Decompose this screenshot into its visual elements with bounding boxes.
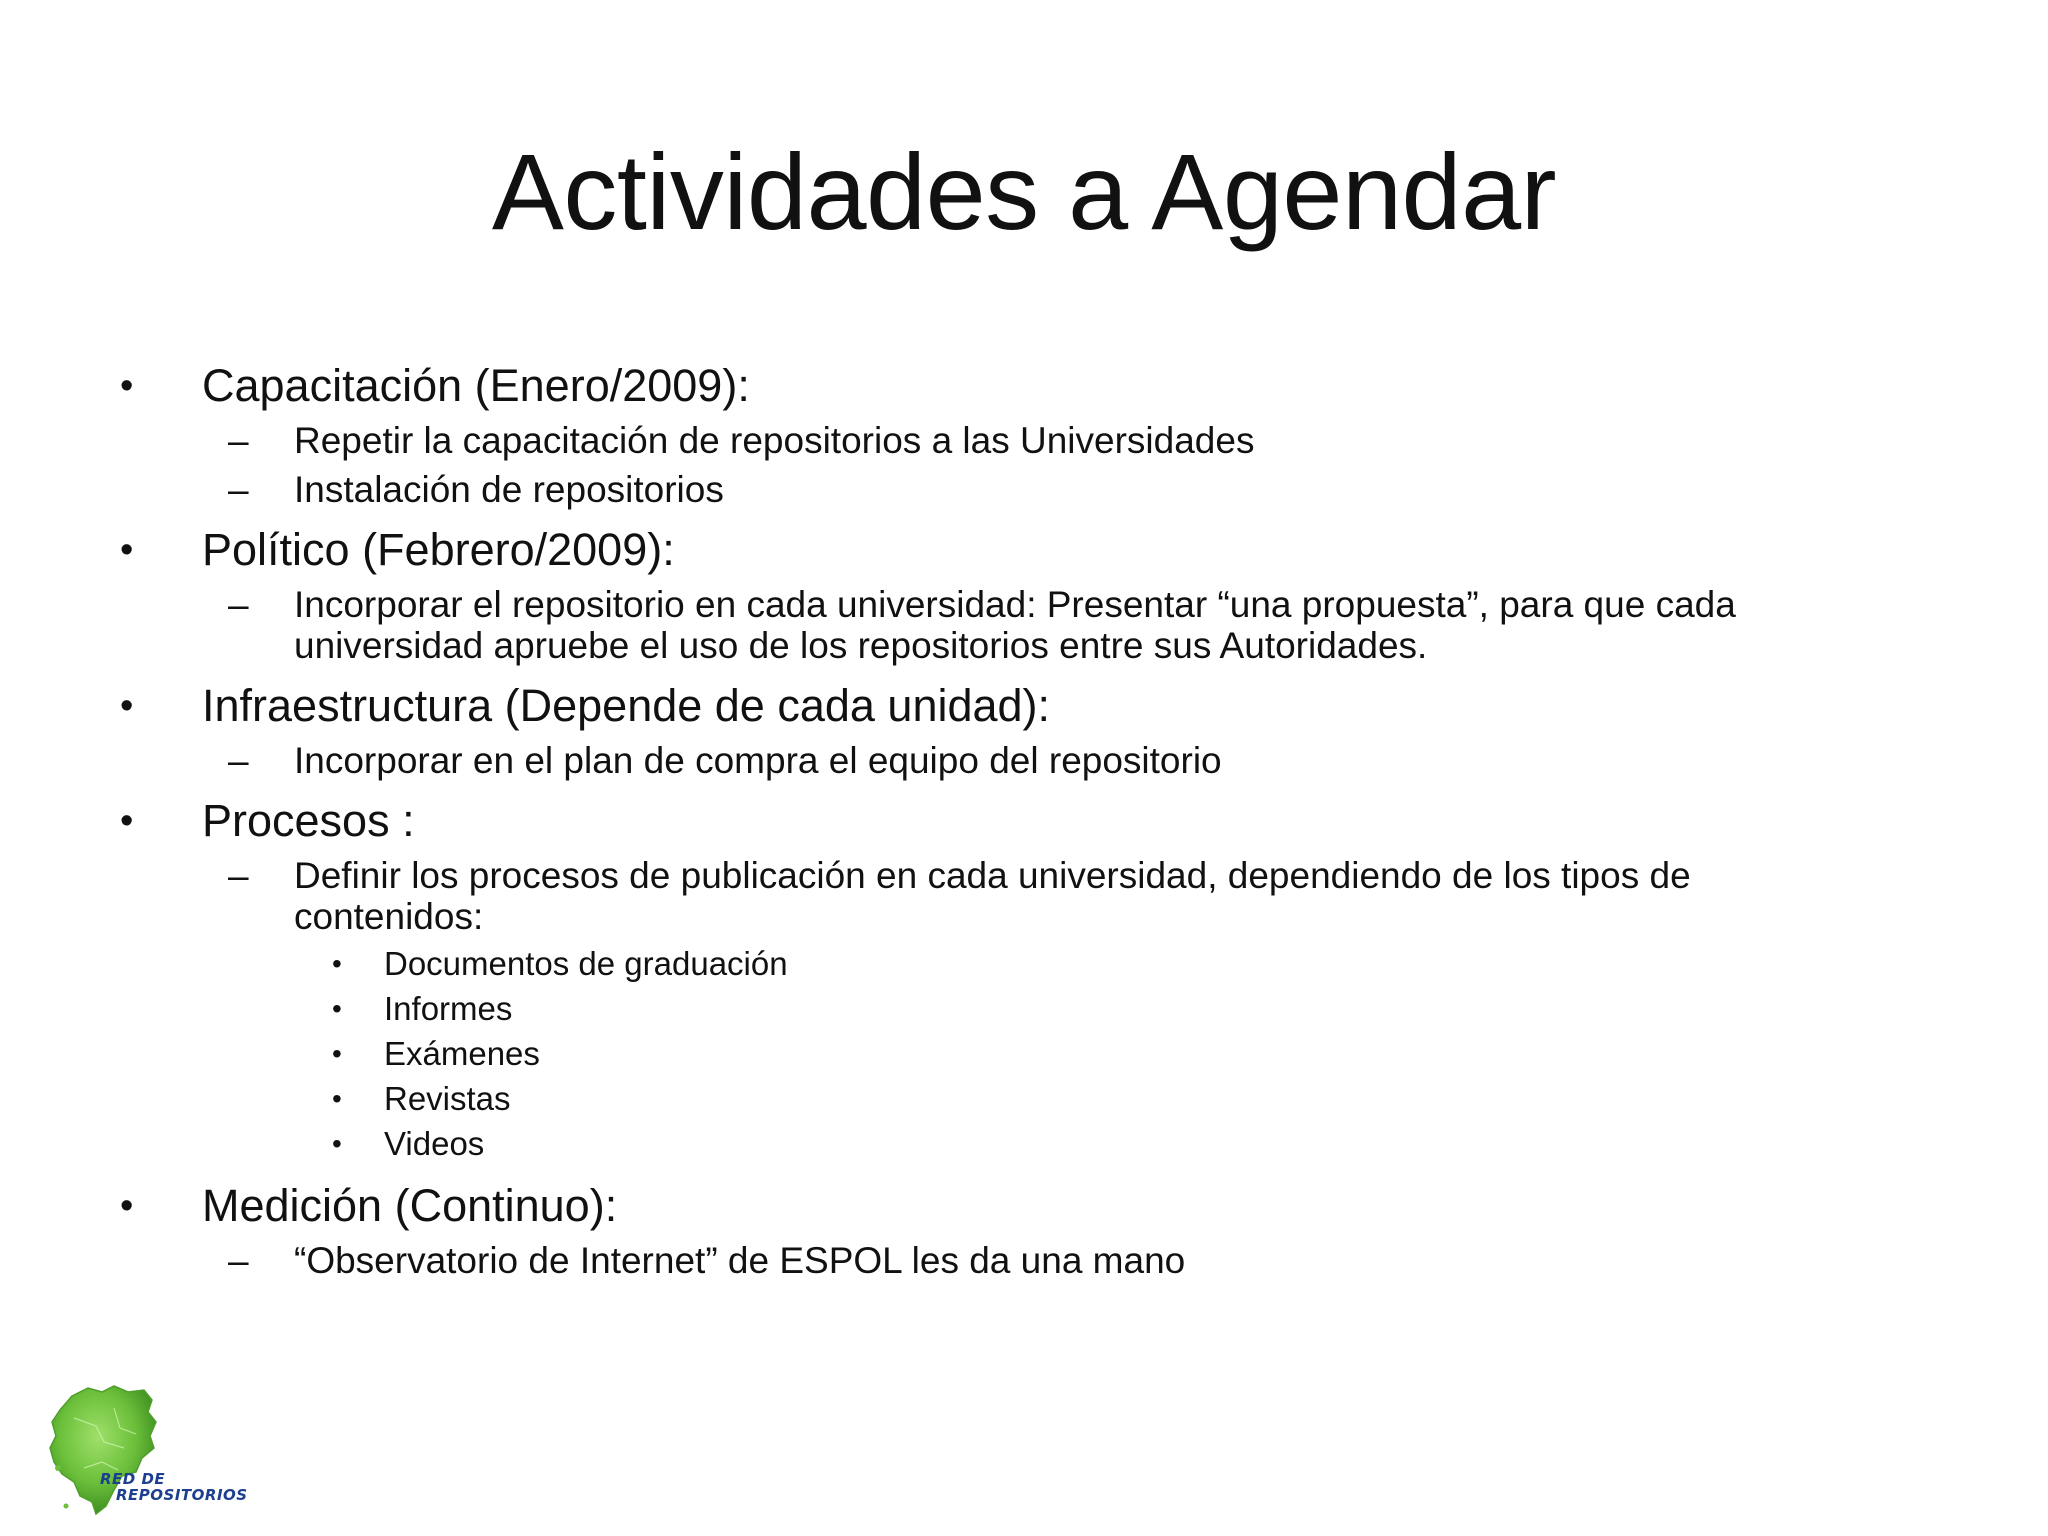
sub-item [120,469,1880,510]
bullet-item-medicion [120,1180,1880,1232]
bullet-icon: • [120,685,134,727]
sub-item-text: Repetir la capacitación de repositorios a las Universidades [294,420,1255,461]
bullet-icon: • [120,529,134,571]
bullet-icon: • [332,993,342,1024]
sub-sub-item [120,1121,1880,1166]
sub-sub-item-text: Documentos de graduación [384,945,788,982]
sub-item-text: Definir los procesos de publicación en cada universidad, dependiendo de los tipos de contenidos: [294,855,1691,937]
bullet-heading: Infraestructura (Depende de cada unidad): [202,680,1051,731]
dash-icon: – [228,740,249,781]
sub-sub-item-text: Revistas [384,1080,511,1117]
bullet-icon: • [120,1185,134,1227]
sub-item-text: Instalación de repositorios [294,469,724,510]
bullet-heading: Político (Febrero/2009): [202,524,675,575]
slide-title: Actividades a Agendar [491,131,1557,252]
dash-icon: – [228,584,249,625]
dash-icon: – [228,469,249,510]
bullet-icon: • [332,1083,342,1114]
sub-item [120,740,1880,781]
sub-item [120,420,1880,461]
dash-icon: – [228,855,249,896]
sub-item [120,584,1880,666]
bullet-heading: Procesos : [202,795,415,846]
sub-item-text: Incorporar en el plan de compra el equipo del repositorio [294,740,1222,781]
sub-sub-item [120,1031,1880,1076]
red-de-repositorios-logo [44,1378,254,1528]
sub-sub-item [120,986,1880,1031]
logo-text-line1: RED DE [100,1470,166,1488]
bullet-icon: • [332,948,342,979]
sub-sub-item [120,1076,1880,1121]
bullet-icon: • [332,1128,342,1159]
bullet-heading: Capacitación (Enero/2009): [202,360,750,411]
bullet-item-infraestructura [120,680,1880,732]
bullet-item-capacitacion [120,360,1880,412]
bullet-item-politico [120,524,1880,576]
sub-sub-item-text: Exámenes [384,1035,540,1072]
bullet-heading: Medición (Continuo): [202,1180,618,1231]
sub-item [120,855,1880,937]
bullet-item-procesos [120,795,1880,847]
bullet-icon: • [120,365,134,407]
ecuador-map-logo-icon [44,1378,254,1528]
bullet-icon: • [332,1038,342,1069]
slide-content [120,360,1880,1281]
logo-text-line2: REPOSITORIOS [116,1486,248,1504]
dash-icon: – [228,1240,249,1281]
sub-sub-list [120,941,1880,1166]
dash-icon: – [228,420,249,461]
sub-item-text: Incorporar el repositorio en cada universidad: Presentar “una propuesta”, para que cada universidad apruebe el uso de los repositorios entre sus Autoridades. [294,584,1736,666]
sub-sub-item-text: Videos [384,1125,485,1162]
sub-item [120,1240,1880,1281]
sub-sub-item-text: Informes [384,990,513,1027]
sub-item-text: “Observatorio de Internet” de ESPOL les da una mano [294,1240,1186,1281]
bullet-icon: • [120,800,134,842]
sub-sub-item [120,941,1880,986]
